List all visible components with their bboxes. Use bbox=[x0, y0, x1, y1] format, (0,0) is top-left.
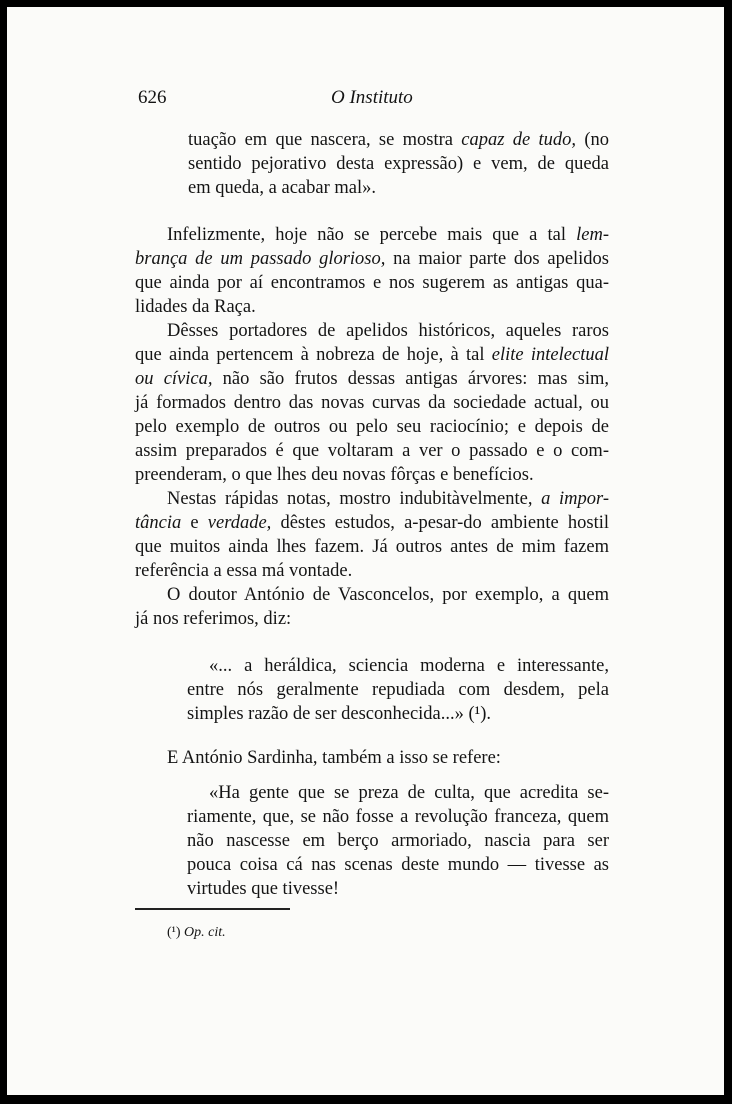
paragraph-line: brança de um passado glorioso, na maior parte dos apelidos bbox=[135, 249, 610, 269]
paragraph-line: tuação em que nascera, se mostra capaz de tudo, (no bbox=[188, 130, 609, 150]
paragraph-line: tância e verdade, dêstes estudos, a-pesar-do ambiente hostil bbox=[135, 513, 609, 533]
quote-line: entre nós geralmente repudiada com desdem, pela bbox=[187, 680, 609, 700]
paragraph-line: Nestas rápidas notas, mostro indubitàvelmente, a impor- bbox=[167, 489, 609, 509]
quote-line: riamente, que, se não fosse a revolução franceza, quem bbox=[187, 807, 609, 827]
paragraph-line: Infelizmente, hoje não se percebe mais que a tal lem- bbox=[167, 225, 609, 245]
footnote-rule bbox=[135, 908, 290, 910]
paragraph-line: pelo exemplo de outros ou pelo seu raciocínio; e depois de bbox=[135, 417, 609, 437]
footnote-text: Op. cit. bbox=[184, 925, 226, 940]
page-number: 626 bbox=[138, 87, 167, 108]
paragraph-line: que ainda por aí encontramos e nos sugerem as antigas qua- bbox=[135, 273, 609, 293]
paragraph-line: assim preparados é que voltaram a ver o passado e o com- bbox=[135, 441, 609, 461]
paragraph-line: ou cívica, não são frutos dessas antigas árvores: mas sim, bbox=[135, 369, 609, 389]
paragraph-line: sentido pejorativo desta expressão) e vem, de queda bbox=[188, 154, 609, 174]
paragraph-line: referência a essa má vontade. bbox=[135, 561, 353, 581]
quote-line: virtudes que tivesse! bbox=[187, 879, 340, 899]
footnote-marker: (¹) bbox=[167, 925, 181, 940]
quote-line: pouca coisa cá nas scenas deste mundo — tivesse as bbox=[187, 855, 609, 875]
paragraph-line: já nos referimos, diz: bbox=[135, 609, 292, 629]
paragraph-line: lidades da Raça. bbox=[135, 297, 256, 317]
quote-line: «... a heráldica, sciencia moderna e interessante, bbox=[209, 656, 609, 676]
paragraph-line: já formados dentro das novas curvas da sociedade actual, ou bbox=[135, 393, 609, 413]
paragraph-line: em queda, a acabar mal». bbox=[188, 178, 376, 198]
paragraph-line: O doutor António de Vasconcelos, por exemplo, a quem bbox=[167, 585, 609, 605]
paragraph-line: Dêsses portadores de apelidos históricos, aqueles raros bbox=[167, 321, 609, 341]
paragraph-line: que ainda pertencem à nobreza de hoje, à tal elite intelectual bbox=[135, 345, 609, 365]
paragraph-line: que muitos ainda lhes fazem. Já outros antes de mim fazem bbox=[135, 537, 609, 557]
paragraph-line: E António Sardinha, também a isso se refere: bbox=[167, 748, 501, 768]
running-title: O Instituto bbox=[331, 87, 413, 108]
document-page bbox=[7, 7, 724, 1095]
quote-line: não nascesse em berço armoriado, nascia para ser bbox=[187, 831, 609, 851]
paragraph-line: preenderam, o que lhes deu novas fôrças e benefícios. bbox=[135, 465, 534, 485]
quote-line: simples razão de ser desconhecida...» (¹). bbox=[187, 704, 491, 724]
footnote bbox=[167, 925, 226, 941]
quote-line: «Ha gente que se preza de culta, que acredita se- bbox=[209, 783, 609, 803]
